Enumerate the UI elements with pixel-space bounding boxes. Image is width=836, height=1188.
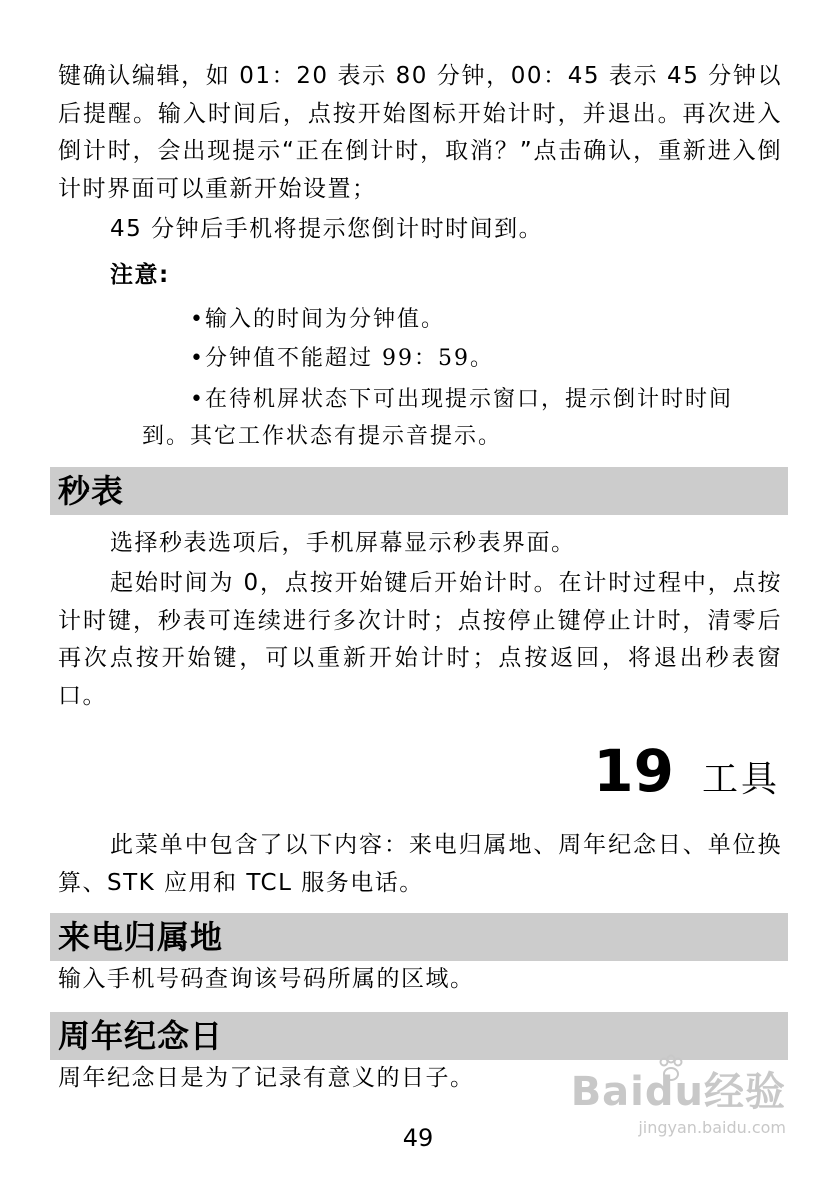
- baidu-watermark: [571, 1070, 786, 1138]
- page-number: 49: [402, 1124, 434, 1152]
- watermark-logo: Baidu经验: [570, 1069, 786, 1115]
- caller-location-text: 输入手机号码查询该号码所属的区域。: [58, 966, 475, 992]
- note-label: 注意:: [110, 262, 170, 288]
- section-title: 周年纪念日: [58, 1017, 224, 1055]
- note-bullet-1: •输入的时间为分钟值。: [190, 307, 445, 332]
- chapter-heading: [593, 736, 780, 806]
- stopwatch-paragraph-1: 选择秒表选项后，手机屏幕显示秒表界面。: [110, 530, 576, 556]
- chapter-number: 19: [593, 737, 674, 805]
- section-heading-anniversary: [50, 1012, 788, 1060]
- section-heading-caller-location: [50, 913, 788, 961]
- chapter-intro-paragraph: 此菜单中包含了以下内容：来电归属地、周年纪念日、单位换算、STK 应用和 TCL 服务电话。: [58, 832, 782, 896]
- note-bullet-2: •分钟值不能超过 99：59。: [190, 346, 494, 371]
- section-title: 秒表: [58, 472, 125, 510]
- countdown-paragraph: 键确认编辑，如 01：20 表示 80 分钟，00：45 表示 45 分钟以后提醒。输入时间后，点按开始图标开始计时，并退出。再次进入倒计时，会出现提示“正在倒计时，取消？”点击确认，重新进入倒计时界面可以重新开始设置；: [58, 63, 782, 202]
- section-title: 来电归属地: [58, 918, 224, 956]
- countdown-alert-paragraph: 45 分钟后手机将提示您倒计时时间到。: [110, 216, 544, 242]
- anniversary-text: 周年纪念日是为了记录有意义的日子。: [58, 1065, 475, 1091]
- section-heading-stopwatch: [50, 467, 788, 515]
- watermark-url: jingyan.baidu.com: [638, 1118, 786, 1137]
- chapter-title: 工具: [701, 759, 780, 800]
- paw-icon: [656, 1054, 686, 1084]
- note-bullet-3: •在待机屏状态下可出现提示窗口，提示倒计时时间: [190, 387, 733, 412]
- stopwatch-paragraph-2: 起始时间为 0，点按开始键后开始计时。在计时过程中，点按计时键，秒表可连续进行多次计时；点按停止键停止计时，清零后再次点按开始键，可以重新开始计时；点按返回，将退出秒表窗口。: [58, 570, 782, 709]
- note-bullet-3-continued: 到。其它工作状态有提示音提示。: [142, 424, 503, 449]
